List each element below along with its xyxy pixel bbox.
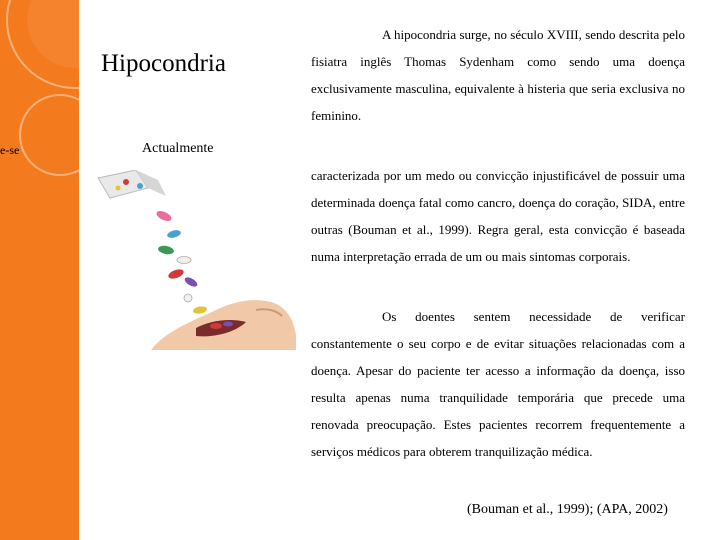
slide-title: Hipocondria — [101, 50, 226, 77]
side-text-fragment: e-se — [0, 143, 20, 157]
subtitle-label: Actualmente — [142, 141, 214, 156]
decorative-side-band — [0, 0, 79, 540]
open-mouth-face-icon — [151, 300, 296, 350]
intro-paragraph: A hipocondria surge, no século XVIII, sendo descrita pelo fisiatra inglês Thomas Sydenham como sendo uma doença exclusivamente masculina, equivalente à histeria que seria exclusiva no feminino. — [311, 27, 685, 123]
pills-illustration — [96, 170, 296, 350]
reference-citation: (Bouman et al., 1999); (APA, 2002) — [467, 502, 668, 517]
pill-bottle-icon — [98, 170, 166, 198]
symptoms-paragraph: Os doentes sentem necessidade de verificar constantemente o seu corpo e de evitar situações relacionadas com a doença. Apesar do paciente ter acesso a informação da doença, isso resulta apenas numa tranquilidade temporária que precede uma renovada preocupação. Estes pacientes recorrem frequentemente a serviços médicos para obterem tranquilização médica. — [311, 309, 685, 459]
falling-pills-icon — [155, 209, 216, 328]
decorative-circles — [0, 0, 79, 540]
definition-paragraph: caracterizada por um medo ou convicção injustificável de possuir uma determinada doença fatal como cancro, doença do coração, SIDA, entre outras (Bouman et al., 1999). Regra geral, esta convicção é baseada numa interpretação errada de um ou mais sintomas corporais. — [311, 168, 685, 264]
